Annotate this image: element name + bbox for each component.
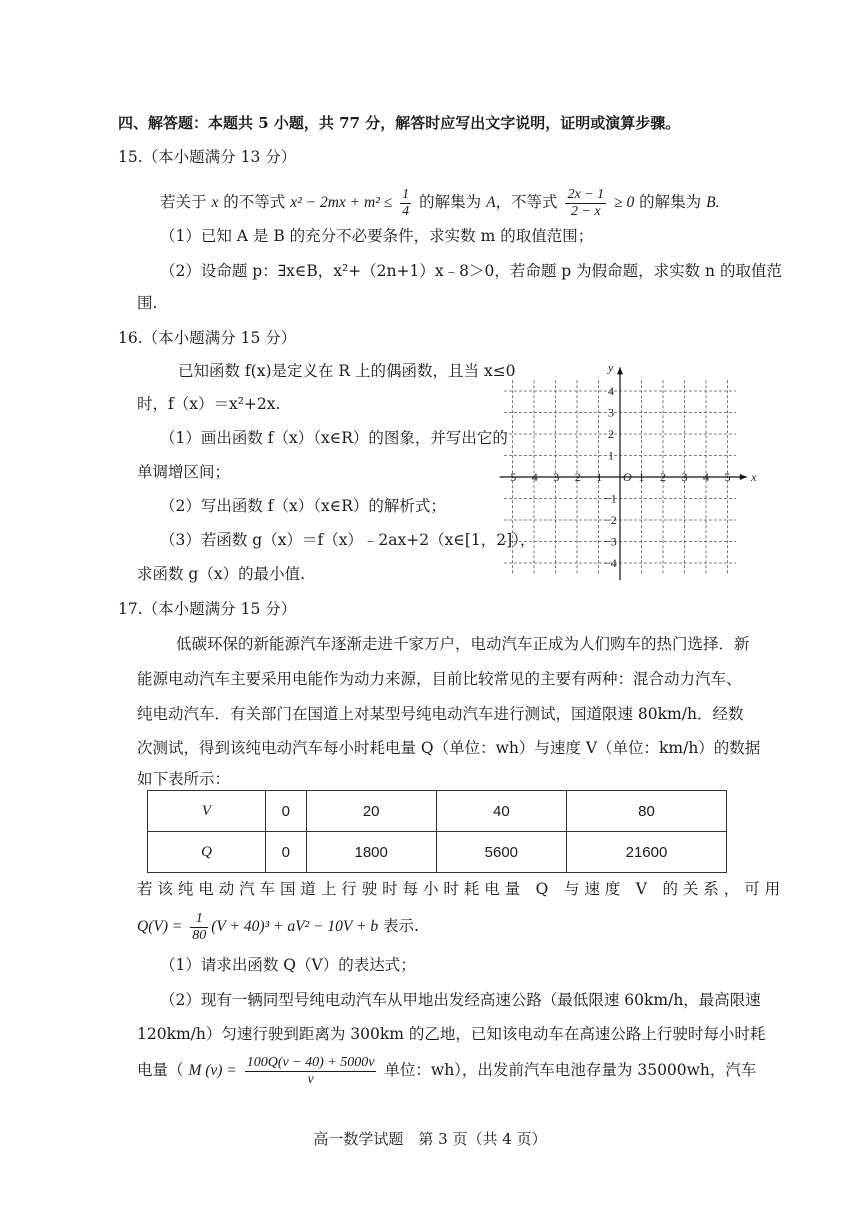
x-axis-arrow-icon: [740, 474, 747, 480]
q17-para-line5: 如下表所示：: [137, 770, 231, 788]
q15-stem-text-e: 的解集为: [639, 193, 702, 211]
q17-formula-fraction: [190, 911, 208, 944]
q15-frac2-num: 2x − 1: [567, 186, 605, 202]
x-tick-label: −3: [546, 470, 560, 484]
q15-set-a: A: [486, 194, 496, 211]
q15-part2-line1: （2）设命题 p：∃x∈B，x²+（2n+1）x﹣8＞0，若命题 p 为假命题，求实数 n 的取值范: [160, 262, 782, 280]
q16-part3: （3）若函数 g（x）＝f（x）﹣2ax+2（x∈[1，2]），: [160, 531, 536, 549]
q15-part1: （1）已知 A 是 B 的充分不必要条件，求实数 m 的取值范围；: [160, 227, 594, 245]
q15-stem-text-a: 若关于: [160, 193, 207, 211]
y-tick-label: 4: [608, 384, 614, 398]
q17-part1: （1）请求出函数 Q（V）的表达式；: [160, 956, 416, 974]
table-cell: 0: [266, 832, 307, 873]
q17-para-line4: 次测试，得到该纯电动汽车每小时耗电量 Q（单位：wh）与速度 V（单位：km/h）的数据: [137, 739, 761, 757]
q16-part1: （1）画出函数 f（x）（x∈R）的图象，并写出它的: [160, 429, 508, 447]
q17-m-frac-num: 100Q(v − 40) + 5000v: [246, 1054, 375, 1070]
x-tick-label: −4: [525, 470, 538, 484]
table-cell: 21600: [566, 832, 726, 873]
q16-part1-cont: 单调增区间；: [137, 463, 231, 481]
q17-part2-line1: （2）现有一辆同型号纯电动汽车从甲地出发经高速公路（最低限速 60km/h，最高限速: [160, 991, 761, 1009]
q17-part2-line3-b: 单位：wh），出发前汽车电池存量为 35000wh，汽车: [384, 1061, 757, 1079]
q16-number: 16.（本小题满分 15 分）: [118, 329, 297, 347]
y-axis-label: y: [608, 360, 614, 375]
q15-inequality-2-tail: ≥ 0: [614, 194, 635, 211]
origin-label: O: [623, 470, 632, 484]
x-axis-label: x: [751, 470, 757, 484]
q15-stem-text-c: 的解集为: [419, 193, 482, 211]
q15-stem-text-d: ，不等式: [495, 193, 558, 211]
q15-var-x: x: [211, 194, 219, 211]
q17-formula-frac-num: 1: [190, 911, 208, 928]
q17-para-line2: 能源电动汽车主要采用电能作为动力来源，目前比较常见的主要有两种：混合动力汽车、: [137, 670, 742, 688]
q17-number: 17.（本小题满分 15 分）: [118, 600, 297, 618]
section-header: 四、解答题：本题共 5 小题，共 77 分，解答时应写出文字说明，证明或演算步骤。: [118, 114, 681, 132]
table-row: [148, 791, 727, 832]
q15-number: 15.（本小题满分 13 分）: [118, 148, 297, 166]
table-cell: 5600: [436, 832, 566, 873]
coordinate-grid-figure: [503, 360, 757, 577]
x-tick-label: −1: [589, 470, 603, 484]
table-cell: 40: [436, 791, 566, 832]
q15-set-b: B.: [706, 194, 720, 211]
x-tick-label: 5: [724, 470, 731, 484]
q17-para-line3: 纯电动汽车．有关部门在国道上对某型号纯电动汽车进行测试，国道限速 80km/h．经数: [137, 705, 744, 723]
q15-stem-text-b: 的不等式: [223, 193, 286, 211]
q17-part2-line2: 120km/h）匀速行驶到距离为 300km 的乙地，已知该电动车在高速公路上行驶时每小时耗: [137, 1025, 766, 1043]
x-tick-label: 1: [638, 470, 645, 484]
table-row: [148, 832, 727, 873]
q17-formula-lhs: Q(V) =: [137, 918, 183, 935]
q16-line2: 时，f（x）＝x²+2x.: [137, 395, 281, 413]
x-tick-label: 4: [703, 470, 709, 484]
y-tick-label: −4: [604, 556, 617, 570]
q15-fraction-1: [400, 187, 411, 220]
q17-m-frac-den: v: [307, 1071, 314, 1087]
table-cell: 80: [566, 791, 726, 832]
y-tick-label: 2: [608, 427, 614, 441]
q15-frac1-den: 4: [402, 203, 410, 219]
q17-part2-line3-a: 电量（: [137, 1061, 184, 1079]
table-cell: 0: [266, 791, 307, 832]
q17-relation-text: 若 该 纯 电 动 汽 车 国 道 上 行 驶 时 每 小 时 耗 电 量 Q 与 速 度 V 的 关 系 ， 可 用: [137, 880, 781, 898]
q15-frac2-den: 2 − x: [570, 203, 601, 219]
q17-part2-line3: [137, 1050, 756, 1091]
table-cell: V: [148, 791, 266, 832]
speed-consumption-table: [147, 790, 727, 873]
q17-m-function-lhs: M (v) =: [188, 1062, 237, 1079]
y-tick-label: 1: [608, 448, 614, 463]
table-cell: Q: [148, 832, 266, 873]
q15-fraction-2: [565, 187, 606, 220]
y-tick-label: 3: [608, 405, 614, 420]
q17-formula-frac-den: 80: [192, 927, 207, 943]
page-footer: 高一数学试题 第 3 页（共 4 页）: [313, 1130, 547, 1148]
x-tick-label: −5: [503, 470, 517, 484]
q15-frac1-num: 1: [402, 186, 410, 202]
q17-m-function-fraction: [245, 1055, 377, 1088]
q17-formula-rhs: (V + 40)³ + aV² − 10V + b: [211, 918, 379, 935]
q17-formula: [137, 906, 419, 947]
y-tick-label: −3: [604, 534, 617, 549]
q16-line1: 已知函数 f(x)是定义在 R 上的偶函数，且当 x≤0: [178, 362, 516, 380]
y-axis-arrow-icon: [617, 367, 623, 374]
x-tick-label: 3: [681, 470, 688, 484]
x-tick-label: −2: [568, 470, 581, 484]
x-tick-label: 2: [660, 470, 666, 484]
table-cell: 1800: [306, 832, 436, 873]
q15-part2-line2: 围.: [137, 294, 158, 312]
q17-para-line1: 低碳环保的新能源汽车逐渐走进千家万户，电动汽车正成为人们购车的热门选择．新: [176, 635, 750, 653]
y-tick-label: −2: [604, 513, 617, 527]
table-cell: 20: [306, 791, 436, 832]
q16-part3-cont: 求函数 g（x）的最小值.: [137, 565, 306, 583]
q17-formula-tail: 表示.: [383, 917, 419, 935]
q16-part2: （2）写出函数 f（x）（x∈R）的解析式；: [160, 497, 446, 515]
q15-inequality-1: x² − 2mx + m² ≤: [290, 194, 393, 211]
q15-stem: [160, 182, 719, 223]
y-tick-label: −1: [604, 491, 617, 506]
